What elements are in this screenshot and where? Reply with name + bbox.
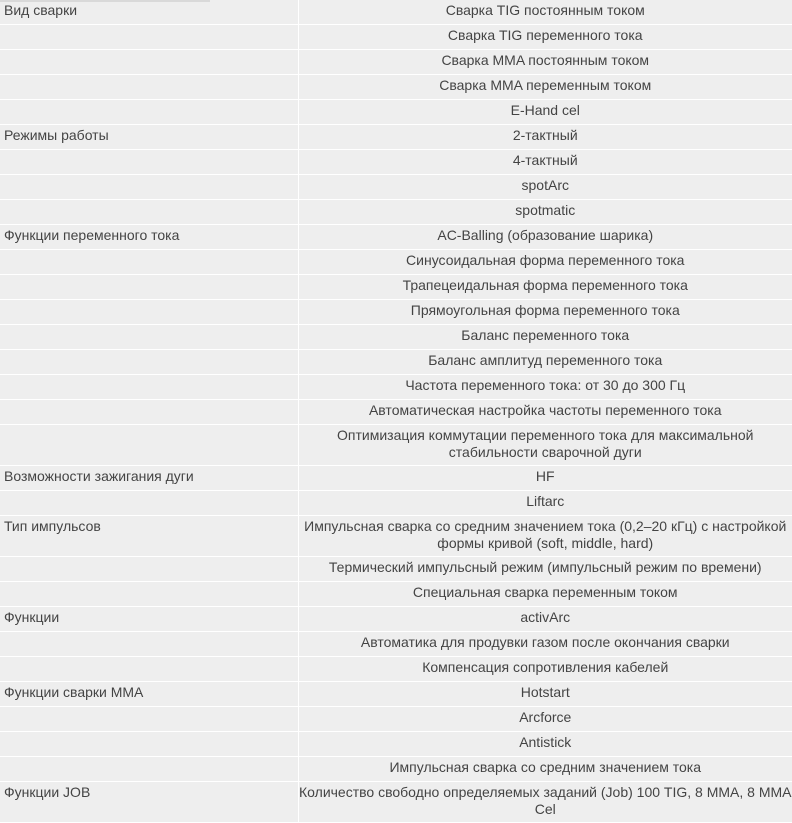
row-value: HF [298, 466, 792, 491]
row-value: Специальная сварка переменным током [298, 582, 792, 607]
table-row [0, 175, 792, 200]
row-label [0, 300, 298, 325]
table-row [0, 150, 792, 175]
row-value: Частота переменного тока: от 30 до 300 Гц [298, 375, 792, 400]
row-label [0, 425, 298, 466]
row-label [0, 732, 298, 757]
row-value: spotmatic [298, 200, 792, 225]
table-row [0, 0, 792, 25]
table-row [0, 300, 792, 325]
table-row [0, 707, 792, 732]
row-label [0, 275, 298, 300]
row-value: Автоматическая настройка частоты переменного тока [298, 400, 792, 425]
row-label [0, 375, 298, 400]
table-row [0, 607, 792, 632]
row-value: Arcforce [298, 707, 792, 732]
row-value: Сварка TIG постоянным током [298, 0, 792, 25]
row-label [0, 632, 298, 657]
row-label [0, 557, 298, 582]
table-row [0, 466, 792, 491]
row-value: Hotstart [298, 682, 792, 707]
row-value: Компенсация сопротивления кабелей [298, 657, 792, 682]
table-row [0, 491, 792, 516]
row-label [0, 50, 298, 75]
row-value: Импульсная сварка со средним значением тока [298, 757, 792, 782]
row-label [0, 200, 298, 225]
table-row [0, 25, 792, 50]
table-row [0, 325, 792, 350]
table-row [0, 682, 792, 707]
row-label [0, 150, 298, 175]
row-value: Оптимизация коммутации переменного тока для максимальной стабильности сварочной дуги [298, 425, 792, 466]
row-label [0, 250, 298, 275]
row-label: Вид сварки [0, 0, 298, 25]
row-label: Функции переменного тока [0, 225, 298, 250]
row-label [0, 757, 298, 782]
row-label [0, 325, 298, 350]
row-value: Liftarc [298, 491, 792, 516]
row-label [0, 25, 298, 50]
row-value: Баланс амплитуд переменного тока [298, 350, 792, 375]
row-value: E-Hand cel [298, 100, 792, 125]
row-label: Функции сварки MMA [0, 682, 298, 707]
table-row [0, 400, 792, 425]
table-row [0, 50, 792, 75]
table-row [0, 100, 792, 125]
table-row [0, 250, 792, 275]
table-row [0, 557, 792, 582]
row-value: Прямоугольная форма переменного тока [298, 300, 792, 325]
table-row [0, 75, 792, 100]
table-row [0, 200, 792, 225]
row-label [0, 350, 298, 375]
table-row [0, 516, 792, 557]
row-value: activArc [298, 607, 792, 632]
row-label [0, 100, 298, 125]
row-value: Импульсная сварка со средним значением тока (0,2–20 кГц) с настройкой формы кривой (soft, middle, hard) [298, 516, 792, 557]
row-value: 2-тактный [298, 125, 792, 150]
row-label [0, 400, 298, 425]
row-value: Antistick [298, 732, 792, 757]
row-value: Термический импульсный режим (импульсный режим по времени) [298, 557, 792, 582]
row-label: Возможности зажигания дуги [0, 466, 298, 491]
row-label: Тип импульсов [0, 516, 298, 557]
table-row [0, 125, 792, 150]
row-value: Сварка MMA постоянным током [298, 50, 792, 75]
table-row [0, 375, 792, 400]
row-label [0, 491, 298, 516]
row-value: 4-тактный [298, 150, 792, 175]
table-row [0, 782, 792, 823]
row-label: Режимы работы [0, 125, 298, 150]
row-value: Количество свободно определяемых заданий (Job) 100 TIG, 8 MMA, 8 MMA Cel [298, 782, 792, 823]
table-row [0, 425, 792, 466]
row-value: spotArc [298, 175, 792, 200]
row-value: AC-Balling (образование шарика) [298, 225, 792, 250]
row-value: Сварка MMA переменным током [298, 75, 792, 100]
row-value: Синусоидальная форма переменного тока [298, 250, 792, 275]
row-label [0, 707, 298, 732]
table-row [0, 732, 792, 757]
table-row [0, 225, 792, 250]
table-row [0, 350, 792, 375]
row-value: Трапецеидальная форма переменного тока [298, 275, 792, 300]
table-row [0, 657, 792, 682]
table-row [0, 275, 792, 300]
row-label [0, 175, 298, 200]
row-label [0, 582, 298, 607]
row-value: Сварка TIG переменного тока [298, 25, 792, 50]
row-label: Функции JOB [0, 782, 298, 823]
row-label [0, 75, 298, 100]
table-row [0, 632, 792, 657]
row-label: Функции [0, 607, 298, 632]
table-row [0, 582, 792, 607]
row-label [0, 657, 298, 682]
row-value: Баланс переменного тока [298, 325, 792, 350]
table-row [0, 757, 792, 782]
row-value: Автоматика для продувки газом после окончания сварки [298, 632, 792, 657]
